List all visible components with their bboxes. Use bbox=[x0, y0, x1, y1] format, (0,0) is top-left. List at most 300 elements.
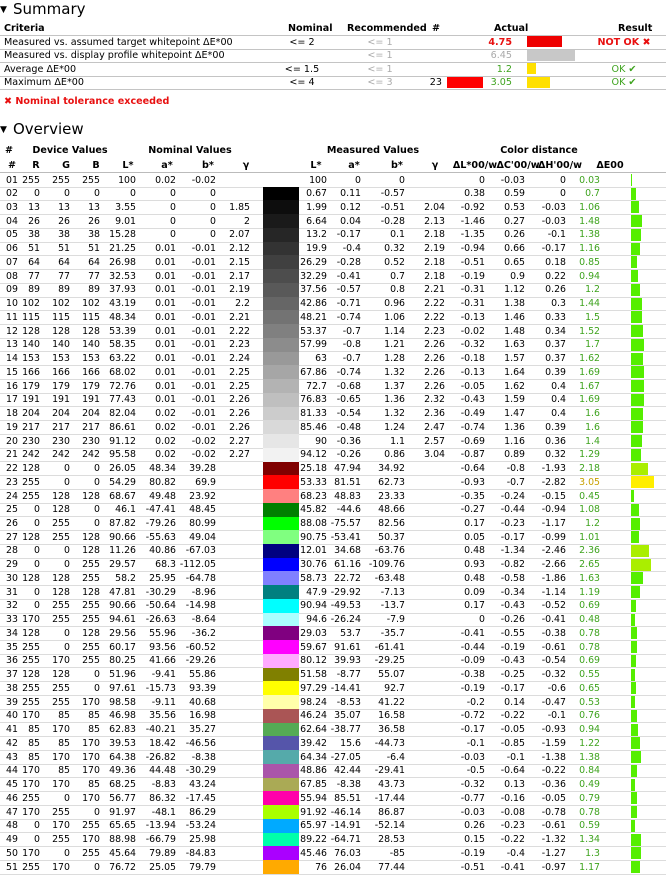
table-cell: -0.61 bbox=[541, 641, 566, 653]
table-cell: 179 bbox=[52, 380, 70, 392]
table-cell: 40.68 bbox=[189, 696, 216, 708]
table-cell: 95.58 bbox=[109, 449, 136, 461]
column-header: L* bbox=[122, 160, 134, 171]
nominal-swatch bbox=[263, 544, 299, 558]
delta-e-bar bbox=[631, 311, 642, 323]
table-cell: -38.77 bbox=[330, 724, 361, 736]
table-cell: 80.99 bbox=[189, 518, 216, 529]
table-cell: 191 bbox=[52, 394, 70, 406]
table-cell: 1.32 bbox=[384, 408, 405, 420]
patch-index: 31 bbox=[6, 586, 18, 598]
table-cell: -0.01 bbox=[191, 380, 216, 392]
table-cell: 91.12 bbox=[109, 435, 136, 447]
table-cell: 1.46 bbox=[504, 311, 525, 323]
table-cell: 0 bbox=[64, 476, 70, 488]
table-cell: -0.54 bbox=[336, 408, 361, 420]
table-cell: -0.01 bbox=[191, 311, 216, 323]
table-cell: 1.34 bbox=[579, 834, 600, 846]
table-cell: 47.94 bbox=[334, 463, 361, 475]
table-cell: 88.08 bbox=[300, 518, 327, 529]
table-row bbox=[0, 489, 666, 504]
table-cell: -0.36 bbox=[336, 435, 361, 447]
table-cell: 77 bbox=[58, 270, 70, 282]
table-cell: 72.7 bbox=[306, 380, 327, 392]
table-cell: 1.38 bbox=[579, 229, 600, 241]
table-row bbox=[0, 709, 666, 724]
table-cell: 15.28 bbox=[109, 229, 136, 241]
table-cell: 255 bbox=[82, 572, 100, 584]
table-cell: 0.33 bbox=[545, 311, 566, 323]
table-cell: 85.51 bbox=[334, 792, 361, 804]
table-cell: 68.02 bbox=[109, 366, 136, 378]
nominal-swatch bbox=[263, 695, 299, 709]
table-cell: 94.6 bbox=[306, 614, 327, 626]
table-cell: 0.9 bbox=[510, 270, 525, 282]
table-cell: 0 bbox=[34, 188, 40, 200]
table-cell: 64.38 bbox=[109, 751, 136, 763]
table-cell: 0.78 bbox=[579, 641, 600, 653]
table-cell: 26 bbox=[28, 215, 40, 227]
table-cell: -14.41 bbox=[330, 682, 361, 694]
table-cell: 82.56 bbox=[378, 518, 405, 529]
result-value: NOT OK ✖ bbox=[597, 36, 651, 48]
table-cell: 26.98 bbox=[109, 256, 136, 268]
table-cell: 170 bbox=[82, 765, 100, 777]
summary-section-toggle[interactable] bbox=[0, 0, 86, 18]
table-cell: 0.85 bbox=[579, 256, 600, 268]
table-cell: -0.51 bbox=[460, 861, 485, 873]
table-row bbox=[0, 626, 666, 641]
table-cell: 0 bbox=[34, 834, 40, 846]
table-cell: -0.44 bbox=[460, 641, 485, 653]
table-cell: -0.35 bbox=[460, 490, 485, 502]
table-cell: 0.36 bbox=[545, 435, 566, 447]
table-cell: 0 bbox=[64, 188, 70, 200]
table-cell: 170 bbox=[52, 724, 70, 736]
table-cell: 1.99 bbox=[306, 201, 327, 213]
table-cell: -0.97 bbox=[541, 861, 566, 873]
table-cell: 37.56 bbox=[300, 284, 327, 296]
table-row bbox=[0, 571, 666, 586]
table-cell: 25.18 bbox=[300, 463, 327, 475]
nominal-swatch bbox=[263, 420, 299, 434]
patch-index: 45 bbox=[6, 779, 18, 791]
table-cell: 1.37 bbox=[384, 380, 405, 392]
table-cell: -0.31 bbox=[460, 298, 485, 310]
table-cell: -49.53 bbox=[330, 600, 361, 612]
table-cell: 91.61 bbox=[334, 641, 361, 653]
delta-e-bar bbox=[631, 737, 640, 749]
table-row bbox=[0, 558, 666, 573]
table-cell: -17.44 bbox=[374, 792, 405, 804]
table-cell: 179 bbox=[82, 380, 100, 392]
patch-index: 47 bbox=[6, 806, 18, 818]
table-cell: 48.86 bbox=[300, 765, 327, 777]
table-cell: 128 bbox=[52, 490, 70, 502]
delta-e-bar bbox=[631, 792, 637, 804]
nominal-swatch bbox=[263, 407, 299, 421]
nominal-value: <= 2 bbox=[289, 36, 315, 48]
nominal-swatch bbox=[263, 860, 299, 874]
table-cell: -0.32 bbox=[541, 669, 566, 681]
table-cell: 166 bbox=[82, 366, 100, 378]
table-cell: -0.69 bbox=[460, 435, 485, 447]
nominal-swatch bbox=[263, 283, 299, 297]
table-cell: 48.83 bbox=[334, 490, 361, 502]
table-cell: 2.25 bbox=[229, 366, 250, 378]
patch-index: 13 bbox=[6, 339, 18, 351]
table-row bbox=[0, 393, 666, 408]
overview-section-toggle[interactable] bbox=[0, 120, 84, 138]
patch-index: 18 bbox=[6, 408, 18, 420]
table-cell: 1.85 bbox=[229, 201, 250, 213]
table-cell: -29.25 bbox=[374, 655, 405, 667]
delta-e-bar bbox=[631, 682, 636, 694]
delta-e-bar bbox=[631, 696, 635, 708]
nominal-swatch bbox=[263, 571, 299, 585]
table-cell: 62.64 bbox=[300, 724, 327, 736]
table-cell: 86.29 bbox=[189, 806, 216, 818]
table-cell: 204 bbox=[22, 408, 40, 420]
table-row bbox=[0, 434, 666, 449]
table-cell: 115 bbox=[82, 311, 100, 323]
table-cell: 90.66 bbox=[109, 531, 136, 543]
table-row bbox=[0, 585, 666, 600]
table-cell: 0 bbox=[64, 559, 70, 571]
table-cell: 77 bbox=[28, 270, 40, 282]
table-cell: 23.33 bbox=[378, 490, 405, 502]
delta-e-bar bbox=[631, 572, 643, 584]
table-cell: -8.53 bbox=[336, 696, 361, 708]
table-cell: 2 bbox=[244, 215, 250, 227]
table-cell: 39.93 bbox=[334, 655, 361, 667]
table-cell: 170 bbox=[52, 655, 70, 667]
table-cell: 45.64 bbox=[109, 847, 136, 859]
table-cell: -0.03 bbox=[541, 201, 566, 213]
nominal-swatch bbox=[263, 200, 299, 214]
table-cell: -0.74 bbox=[460, 421, 485, 433]
table-cell: 0.39 bbox=[545, 366, 566, 378]
result-value: OK ✔ bbox=[611, 77, 637, 89]
table-cell: 0.94 bbox=[579, 724, 600, 736]
table-cell: 47.81 bbox=[109, 586, 136, 598]
patch-index: 24 bbox=[6, 490, 18, 502]
table-cell: 15.6 bbox=[340, 737, 361, 749]
table-cell: 1.19 bbox=[579, 586, 600, 598]
table-cell: 1.32 bbox=[384, 366, 405, 378]
table-cell: 51 bbox=[88, 243, 100, 255]
table-cell: 0 bbox=[479, 614, 485, 626]
table-cell: -0.94 bbox=[541, 504, 566, 516]
delta-e-bar bbox=[631, 655, 636, 667]
table-cell: -29.92 bbox=[330, 586, 361, 598]
table-cell: 0.34 bbox=[545, 325, 566, 337]
table-cell: -0.57 bbox=[380, 188, 405, 200]
table-cell: 128 bbox=[52, 572, 70, 584]
table-cell: 179 bbox=[22, 380, 40, 392]
table-cell: -36.2 bbox=[191, 627, 216, 639]
table-cell: 37.93 bbox=[109, 284, 136, 296]
table-cell: -79.26 bbox=[145, 518, 176, 529]
table-cell: 63 bbox=[315, 353, 327, 365]
nominal-swatch bbox=[263, 310, 299, 324]
table-cell: 2.18 bbox=[424, 229, 445, 241]
table-cell: -64.71 bbox=[330, 834, 361, 846]
table-cell: 2.07 bbox=[229, 229, 250, 241]
delta-e-bar bbox=[631, 243, 640, 255]
table-cell: 0.3 bbox=[551, 298, 566, 310]
table-cell: 0.37 bbox=[545, 339, 566, 351]
table-cell: 255 bbox=[22, 696, 40, 708]
max-patch-swatch bbox=[447, 77, 483, 88]
patch-index: 27 bbox=[6, 531, 18, 543]
table-cell: 21.25 bbox=[109, 243, 136, 255]
table-cell: -112.05 bbox=[179, 559, 216, 571]
result-value: OK ✔ bbox=[611, 63, 637, 75]
delta-e-bar bbox=[631, 366, 644, 378]
table-cell: 1.64 bbox=[504, 366, 525, 378]
table-cell: 0 bbox=[94, 463, 100, 475]
patch-index: 29 bbox=[6, 559, 18, 571]
table-cell: -0.1 bbox=[547, 229, 566, 241]
table-cell: 0 bbox=[94, 188, 100, 200]
nominal-swatch bbox=[263, 517, 299, 531]
delta-e-bar bbox=[631, 600, 636, 612]
table-row bbox=[0, 448, 666, 463]
table-cell: -0.02 bbox=[191, 435, 216, 447]
column-header: γ bbox=[242, 160, 250, 171]
table-cell: -0.05 bbox=[541, 792, 566, 804]
table-cell: 0 bbox=[94, 806, 100, 818]
table-cell: -0.47 bbox=[541, 696, 566, 708]
delta-e-bar bbox=[631, 229, 641, 241]
table-cell: 22.72 bbox=[334, 572, 361, 584]
table-cell: -1.34 bbox=[500, 545, 525, 557]
column-header: ΔE00 bbox=[596, 160, 624, 171]
table-row bbox=[0, 819, 666, 834]
table-cell: 85.46 bbox=[300, 421, 327, 433]
table-cell: 48.45 bbox=[189, 504, 216, 516]
table-cell: 51.58 bbox=[300, 669, 327, 681]
patch-index: 22 bbox=[6, 463, 18, 475]
table-cell: 53.33 bbox=[300, 476, 327, 488]
table-cell: 77 bbox=[88, 270, 100, 282]
table-cell: 128 bbox=[52, 586, 70, 598]
table-cell: -1.46 bbox=[460, 215, 485, 227]
table-cell: 0.38 bbox=[464, 188, 485, 200]
table-cell: 2.32 bbox=[424, 394, 445, 406]
nominal-swatch bbox=[263, 640, 299, 654]
table-row bbox=[0, 214, 666, 229]
table-row bbox=[0, 407, 666, 422]
table-cell: 0.01 bbox=[155, 311, 176, 323]
table-cell: -0.1 bbox=[547, 710, 566, 722]
table-cell: -0.17 bbox=[336, 229, 361, 241]
table-cell: -60.52 bbox=[185, 641, 216, 653]
delta-e-bar bbox=[631, 724, 638, 736]
delta-e-bar bbox=[631, 504, 639, 516]
nominal-swatch bbox=[263, 269, 299, 283]
table-cell: 128 bbox=[52, 325, 70, 337]
table-cell: 45.82 bbox=[300, 504, 327, 516]
table-cell: 166 bbox=[22, 366, 40, 378]
table-cell: -0.61 bbox=[541, 820, 566, 832]
table-cell: 1.01 bbox=[579, 531, 600, 543]
table-cell: 48.66 bbox=[378, 504, 405, 516]
table-cell: 0 bbox=[355, 174, 361, 186]
table-cell: 53.7 bbox=[340, 627, 361, 639]
table-cell: 140 bbox=[52, 339, 70, 351]
delta-e-bar bbox=[631, 820, 635, 832]
col-nominal: Nominal bbox=[288, 22, 333, 34]
group-nominal: Nominal Values bbox=[148, 145, 232, 156]
table-row bbox=[0, 681, 666, 696]
table-cell: 255 bbox=[82, 174, 100, 186]
table-cell: 69.9 bbox=[195, 476, 216, 488]
table-cell: 26.04 bbox=[334, 861, 361, 873]
table-cell: 98.24 bbox=[300, 696, 327, 708]
table-row bbox=[0, 173, 666, 188]
table-cell: 1.48 bbox=[504, 325, 525, 337]
recommended-value: <= 1 bbox=[367, 50, 393, 62]
patch-index: 28 bbox=[6, 545, 18, 557]
table-cell: 0 bbox=[170, 188, 176, 200]
table-cell: -0.38 bbox=[541, 627, 566, 639]
table-cell: -8.38 bbox=[191, 751, 216, 763]
table-cell: 191 bbox=[22, 394, 40, 406]
table-cell: -0.43 bbox=[500, 600, 525, 612]
table-cell: 89 bbox=[88, 284, 100, 296]
table-cell: 242 bbox=[52, 449, 70, 461]
table-cell: 46.1 bbox=[115, 504, 136, 516]
table-cell: -0.41 bbox=[460, 627, 485, 639]
table-cell: 255 bbox=[52, 600, 70, 612]
table-cell: -1.27 bbox=[541, 847, 566, 859]
table-cell: 2.12 bbox=[229, 243, 250, 255]
table-cell: -0.01 bbox=[191, 256, 216, 268]
table-cell: 140 bbox=[22, 339, 40, 351]
table-cell: -0.1 bbox=[506, 751, 525, 763]
table-cell: 23.92 bbox=[189, 490, 216, 502]
delta-e-bar bbox=[631, 710, 637, 722]
table-cell: -0.49 bbox=[460, 408, 485, 420]
table-cell: 43.19 bbox=[109, 298, 136, 310]
actual-value: 3.05 bbox=[490, 77, 512, 89]
table-cell: 85 bbox=[58, 737, 70, 749]
table-cell: 0.78 bbox=[579, 806, 600, 818]
table-cell: -8.77 bbox=[336, 669, 361, 681]
table-cell: 0.26 bbox=[504, 229, 525, 241]
table-cell: 86.32 bbox=[149, 792, 176, 804]
table-cell: -0.19 bbox=[460, 847, 485, 859]
table-cell: 90.75 bbox=[300, 531, 327, 543]
table-cell: 0.65 bbox=[504, 256, 525, 268]
table-cell: 11.26 bbox=[109, 545, 136, 557]
table-row bbox=[0, 668, 666, 683]
nominal-swatch bbox=[263, 393, 299, 407]
table-cell: -0.38 bbox=[460, 669, 485, 681]
table-cell: 97.29 bbox=[300, 682, 327, 694]
hash-value: 23 bbox=[429, 77, 442, 89]
delta-e-bar bbox=[631, 256, 637, 268]
table-cell: 0.02 bbox=[155, 421, 176, 433]
table-cell: 30.76 bbox=[300, 559, 327, 571]
table-cell: 255 bbox=[82, 559, 100, 571]
table-cell: -0.22 bbox=[500, 834, 525, 846]
table-cell: -14.98 bbox=[185, 600, 216, 612]
table-cell: -0.71 bbox=[336, 298, 361, 310]
table-cell: -0.6 bbox=[547, 682, 566, 694]
nominal-value: <= 1.5 bbox=[284, 63, 320, 75]
table-cell: 0.09 bbox=[464, 586, 485, 598]
table-cell: 80.12 bbox=[300, 655, 327, 667]
nominal-swatch bbox=[263, 448, 299, 462]
table-cell: 0.01 bbox=[155, 325, 176, 337]
table-cell: 255 bbox=[52, 174, 70, 186]
table-cell: -17.45 bbox=[185, 792, 216, 804]
table-cell: 2.57 bbox=[424, 435, 445, 447]
table-cell: -0.54 bbox=[541, 655, 566, 667]
table-cell: 1.7 bbox=[585, 339, 600, 351]
group-distance: Color distance bbox=[500, 145, 578, 156]
table-cell: 0.39 bbox=[545, 421, 566, 433]
overview-heading: Overview bbox=[13, 120, 84, 138]
patch-index: 19 bbox=[6, 421, 18, 433]
table-cell: 16.58 bbox=[378, 710, 405, 722]
column-header: a* bbox=[161, 160, 173, 171]
table-cell: 0.89 bbox=[504, 449, 525, 461]
patch-index: 51 bbox=[6, 861, 18, 873]
table-cell: 44.48 bbox=[149, 765, 176, 777]
table-cell: -0.01 bbox=[191, 325, 216, 337]
delta-e-bar bbox=[631, 614, 635, 626]
table-cell: 2.18 bbox=[424, 256, 445, 268]
nominal-swatch bbox=[263, 462, 299, 476]
nominal-swatch bbox=[263, 833, 299, 847]
table-row bbox=[0, 379, 666, 394]
table-cell: 255 bbox=[82, 847, 100, 859]
nominal-swatch bbox=[263, 489, 299, 503]
table-cell: -0.32 bbox=[460, 339, 485, 351]
column-header: ΔL*00/w bbox=[452, 160, 498, 171]
table-cell: 0.02 bbox=[155, 408, 176, 420]
table-cell: 94.61 bbox=[109, 614, 136, 626]
table-cell: -0.01 bbox=[191, 366, 216, 378]
table-cell: -0.44 bbox=[500, 504, 525, 516]
table-cell: 128 bbox=[22, 572, 40, 584]
table-cell: 0 bbox=[170, 201, 176, 213]
table-cell: 0.03 bbox=[579, 174, 600, 186]
table-cell: -0.19 bbox=[500, 641, 525, 653]
table-cell: -0.4 bbox=[342, 243, 361, 255]
table-cell: 34.92 bbox=[378, 463, 405, 475]
table-cell: 0 bbox=[560, 174, 566, 186]
table-cell: 62.73 bbox=[378, 476, 405, 488]
table-cell: 46.24 bbox=[300, 710, 327, 722]
table-cell: 255 bbox=[22, 641, 40, 653]
table-cell: 85 bbox=[28, 737, 40, 749]
table-cell: 0 bbox=[94, 476, 100, 488]
table-cell: -109.76 bbox=[368, 559, 405, 571]
table-cell: 128 bbox=[22, 531, 40, 543]
table-cell: 115 bbox=[22, 311, 40, 323]
table-cell: 128 bbox=[22, 669, 40, 681]
col-actual: Actual bbox=[494, 22, 529, 34]
nominal-swatch bbox=[263, 764, 299, 778]
table-cell: 2.25 bbox=[229, 380, 250, 392]
table-cell: 0 bbox=[170, 229, 176, 241]
criteria-label: Maximum ΔE*00 bbox=[4, 77, 84, 89]
